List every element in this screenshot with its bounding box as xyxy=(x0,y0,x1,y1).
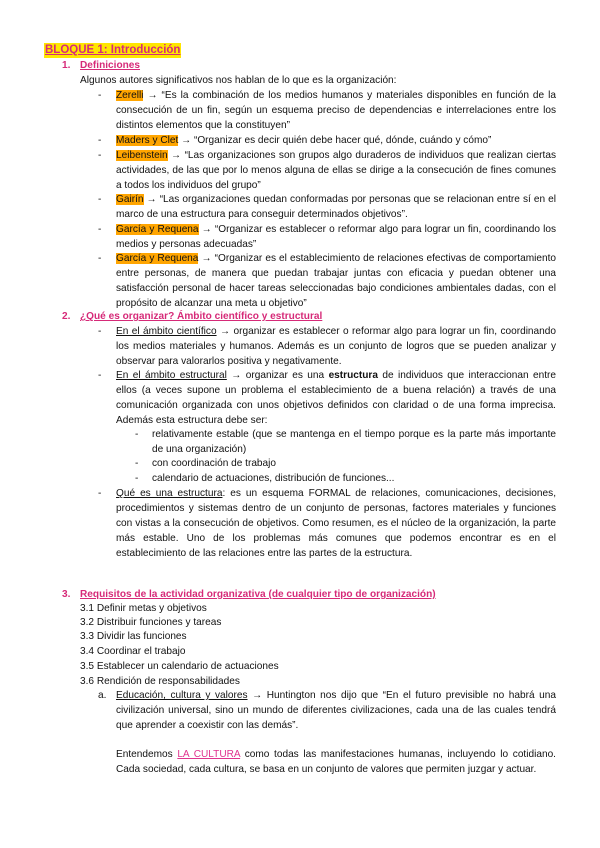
section-3-number: 3. xyxy=(62,589,71,600)
def-3-bullet: - xyxy=(98,150,102,161)
def-3 xyxy=(116,149,556,194)
s2-item-3 xyxy=(116,487,556,562)
req-item-1: 3.1 Definir metas y objetivos xyxy=(80,603,207,614)
def-2-author: Maders y Clet xyxy=(116,135,179,146)
culture-link[interactable]: LA CULTURA xyxy=(177,749,241,760)
s2-item-1-label: En el ámbito científico xyxy=(116,326,217,337)
def-6-author: García y Requena xyxy=(116,253,199,264)
def-4-text: → “Las organizaciones quedan conformadas por personas que se relacionan entre sí en el marco de una estructura para conseguir determinados objetivos”. xyxy=(116,194,556,220)
def-5-bullet: - xyxy=(98,224,102,235)
section-2-heading xyxy=(62,310,322,325)
def-5 xyxy=(116,223,556,253)
req-item-6: 3.6 Rendición de responsabilidades xyxy=(80,676,240,687)
def-1-text: → “Es la combinación de los medios humanos y materiales disponibles en función de la consecución de un fin, según un esquema preciso de dependencias e interrelaciones entre los distintos elementos que la constituyen” xyxy=(116,90,556,131)
def-4-author: Gairín xyxy=(116,194,144,205)
section-1-heading xyxy=(62,59,140,74)
s2-item-3-text: : es un esquema FORMAL de relaciones, comunicaciones, decisiones, procedimientos y sistemas dentro de un conjunto de personas, factores materiales y funciones con vistas a la consecución de objetivos. Como resumen, es el núcleo de la organización, la parte más estable. Uno de los problemas más comunes que podemos encontrar es en el establecimiento de las relaciones entre las partes de la estructura. xyxy=(116,488,556,559)
s2-item-1 xyxy=(116,325,556,370)
culture-paragraph xyxy=(116,748,556,778)
sub-1: relativamente estable (que se mantenga en el tiempo porque es la parte más importante de una organización) xyxy=(152,429,556,455)
def-3-author: Leibenstein xyxy=(116,150,168,161)
section-3-heading xyxy=(62,588,436,603)
culture-pre: Entendemos xyxy=(116,749,178,760)
s2-item-2-post: de individuos que interaccionan entre ellos (a veces supone un problema el establecimiento de a buena relación) a través de una comunicación organizada con unos objetivos definidos con claridad o de una forma imprecisa. Además esta estructura debe ser: xyxy=(116,370,556,426)
section-1-intro: Algunos autores significativos nos hablan de lo que es la organización: xyxy=(80,75,397,86)
culture-post: como todas las manifestaciones humanas, incluyendo lo cotidiano. Cada sociedad, cada cultura, se basa en un conjunto de valores que permiten juzgar y actuar. xyxy=(116,749,556,775)
s2-bullet-1: - xyxy=(98,326,102,337)
section-2-title: ¿Qué es organizar? Ámbito científico y estructural xyxy=(80,311,323,322)
req-item-3: 3.3 Dividir las funciones xyxy=(80,631,187,642)
s2-item-2-pre: → organizar es una xyxy=(226,370,329,381)
sub-3-bullet: - xyxy=(135,473,139,484)
def-4-bullet: - xyxy=(98,194,102,205)
req-item-2: 3.2 Distribuir funciones y tareas xyxy=(80,617,222,628)
block-title: BLOQUE 1: Introducción xyxy=(45,44,181,56)
def-6 xyxy=(116,252,556,312)
sub-3: calendario de actuaciones, distribución de funciones... xyxy=(152,473,395,484)
section-2-number: 2. xyxy=(62,311,71,322)
sub-2-bullet: - xyxy=(135,458,139,469)
s2-item-2-label: En el ámbito estructural xyxy=(116,370,227,381)
def-5-text: → “Organizar es establecer o reformar algo para lograr un fin, coordinando los medios y personas adecuadas” xyxy=(116,224,557,250)
req-item-4: 3.4 Coordinar el trabajo xyxy=(80,646,186,657)
def-2 xyxy=(116,134,556,149)
section-3-title: Requisitos de la actividad organizativa (de cualquier tipo de organización) xyxy=(80,589,436,600)
s2-item-3-label: Qué es una estructura xyxy=(116,488,223,499)
s2-item-2 xyxy=(116,369,556,429)
def-1 xyxy=(116,89,556,134)
req-item-5: 3.5 Establecer un calendario de actuaciones xyxy=(80,661,279,672)
def-1-author: Zerelli xyxy=(116,90,144,101)
def-6-bullet: - xyxy=(98,253,102,264)
sub-a-marker: a. xyxy=(98,690,107,701)
section-1-number: 1. xyxy=(62,60,71,71)
sub-a-label: Educación, cultura y valores xyxy=(116,690,248,701)
s2-item-1-text: → organizar es establecer o reformar algo para lograr un fin, coordinando los medios materiales y humanos. Además es un conjunto de logros que se pueden analizar y observar para valorarlos positiva y negativamente. xyxy=(116,326,557,367)
def-2-bullet: - xyxy=(98,135,102,146)
def-6-text: → “Organizar es el establecimiento de relaciones efectivas de comportamiento entre personas, de manera que puedan trabajar juntas con eficacia y puedan obtener una satisfacción personal de hacer tareas seleccionadas bajo condiciones ambientales dadas, con el propósito de alcanzar una meta u objetivo” xyxy=(116,253,557,309)
sub-a-text: → Huntington nos dijo que “En el futuro previsible no habrá una civilización universal, sino un mundo de diferentes civilizaciones, cada una de las cuales tendrá que aprender a coexistir con las demás”. xyxy=(116,690,556,731)
s2-bullet-3: - xyxy=(98,488,102,499)
sub-2: con coordinación de trabajo xyxy=(152,458,277,469)
s2-bullet-2: - xyxy=(98,370,102,381)
def-1-bullet: - xyxy=(98,90,102,101)
def-4 xyxy=(116,193,556,223)
section-1-title: Definiciones xyxy=(80,60,141,71)
sub-a xyxy=(116,689,556,734)
sub-1-bullet: - xyxy=(135,429,139,440)
def-5-author: García y Requena xyxy=(116,224,199,235)
def-2-text: → “Organizar es decir quién debe hacer qué, dónde, cuándo y cómo” xyxy=(178,135,492,146)
def-3-text: → “Las organizaciones son grupos algo duraderos de individuos que realizan ciertas actividades, de las que por lo menos alguna de ellas se dirige a la consecución de fines comunes a todos los individuos del grupo” xyxy=(116,150,556,191)
s2-item-2-bold: estructura xyxy=(328,370,378,381)
